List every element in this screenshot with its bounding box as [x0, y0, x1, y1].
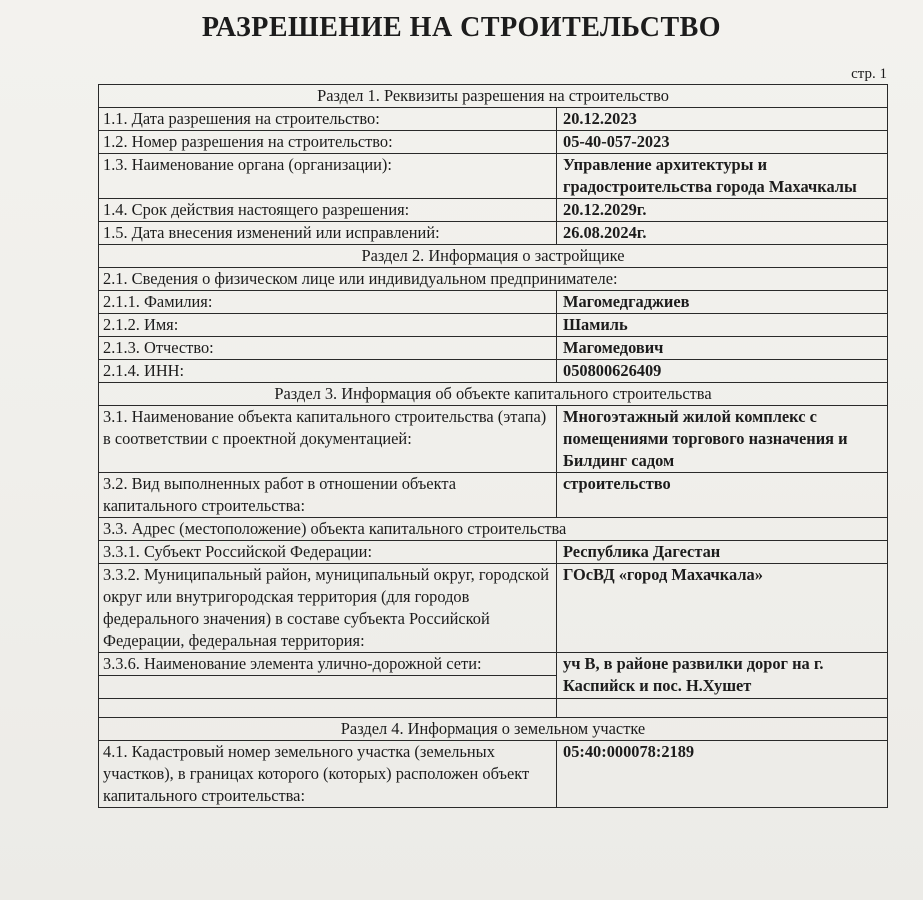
field-label: 3.2. Вид выполненных работ в отношении объекта капитального строительства:	[99, 473, 557, 518]
field-label: 1.1. Дата разрешения на строительство:	[99, 108, 557, 131]
field-label: 2.1.1. Фамилия:	[99, 291, 557, 314]
field-label: 4.1. Кадастровый номер земельного участка (земельных участков), в границах которого (которых) расположен объект капитального строительства:	[99, 741, 557, 808]
section-3-header: Раздел 3. Информация об объекте капитального строительства	[99, 383, 888, 406]
section-header-row	[99, 245, 888, 268]
empty-cell	[99, 676, 557, 699]
section-header-row	[99, 383, 888, 406]
field-label: 2.1.2. Имя:	[99, 314, 557, 337]
field-label: 1.2. Номер разрешения на строительство:	[99, 131, 557, 154]
field-value: 20.12.2029г.	[557, 199, 888, 222]
table-row	[99, 541, 888, 564]
table-row	[99, 741, 888, 808]
table-row	[99, 291, 888, 314]
field-value: 050800626409	[557, 360, 888, 383]
section-header-row	[99, 85, 888, 108]
table-row	[99, 222, 888, 245]
field-value: строительство	[557, 473, 888, 518]
field-value: 05:40:000078:2189	[557, 741, 888, 808]
table-row	[99, 473, 888, 518]
permit-table	[98, 84, 888, 808]
field-label: 1.4. Срок действия настоящего разрешения:	[99, 199, 557, 222]
empty-cell	[99, 699, 557, 718]
section-1-header: Раздел 1. Реквизиты разрешения на строительство	[99, 85, 888, 108]
field-label: 2.1.4. ИНН:	[99, 360, 557, 383]
section-2-subheader: 2.1. Сведения о физическом лице или индивидуальном предпринимателе:	[99, 268, 888, 291]
field-value: Магомедгаджиев	[557, 291, 888, 314]
field-label: 3.3.1. Субъект Российской Федерации:	[99, 541, 557, 564]
field-value: Управление архитектуры и градостроительства города Махачкалы	[557, 154, 888, 199]
table-row	[99, 564, 888, 653]
table-row	[99, 653, 888, 676]
document-title: РАЗРЕШЕНИЕ НА СТРОИТЕЛЬСТВО	[201, 12, 722, 43]
field-label: 2.1.3. Отчество:	[99, 337, 557, 360]
table-row	[99, 406, 888, 473]
table-row	[99, 131, 888, 154]
table-row	[99, 314, 888, 337]
table-row	[99, 360, 888, 383]
subheader-row	[99, 268, 888, 291]
table-row	[99, 199, 888, 222]
field-label: 1.3. Наименование органа (организации):	[99, 154, 557, 199]
address-subheader: 3.3. Адрес (местоположение) объекта капитального строительства	[99, 518, 888, 541]
subheader-row	[99, 518, 888, 541]
field-value: 26.08.2024г.	[557, 222, 888, 245]
empty-row	[99, 699, 888, 718]
field-label: 3.1. Наименование объекта капитального строительства (этапа) в соответствии с проектной документацией:	[99, 406, 557, 473]
section-2-header: Раздел 2. Информация о застройщике	[99, 245, 888, 268]
table-row	[99, 337, 888, 360]
field-value: Республика Дагестан	[557, 541, 888, 564]
section-header-row	[99, 718, 888, 741]
field-value: ГОсВД «город Махачкала»	[557, 564, 888, 653]
table-row	[99, 108, 888, 131]
field-label: 3.3.2. Муниципальный район, муниципальный округ, городской округ или внутригородская территория (для городов федерального значения) в составе субъекта Российской Федерации, федеральная территория:	[99, 564, 557, 653]
field-value: 05-40-057-2023	[557, 131, 888, 154]
field-label: 3.3.6. Наименование элемента улично-дорожной сети:	[99, 653, 557, 676]
table-row	[99, 154, 888, 199]
field-value: Многоэтажный жилой комплекс с помещениями торгового назначения и Билдинг садом	[557, 406, 888, 473]
field-value: уч В, в районе развилки дорог на г. Каспийск и пос. Н.Хушет	[557, 653, 888, 699]
field-value: Магомедович	[557, 337, 888, 360]
empty-cell	[557, 699, 888, 718]
page-number: стр. 1	[851, 66, 887, 82]
section-4-header: Раздел 4. Информация о земельном участке	[99, 718, 888, 741]
field-label: 1.5. Дата внесения изменений или исправлений:	[99, 222, 557, 245]
field-value: Шамиль	[557, 314, 888, 337]
field-value: 20.12.2023	[557, 108, 888, 131]
